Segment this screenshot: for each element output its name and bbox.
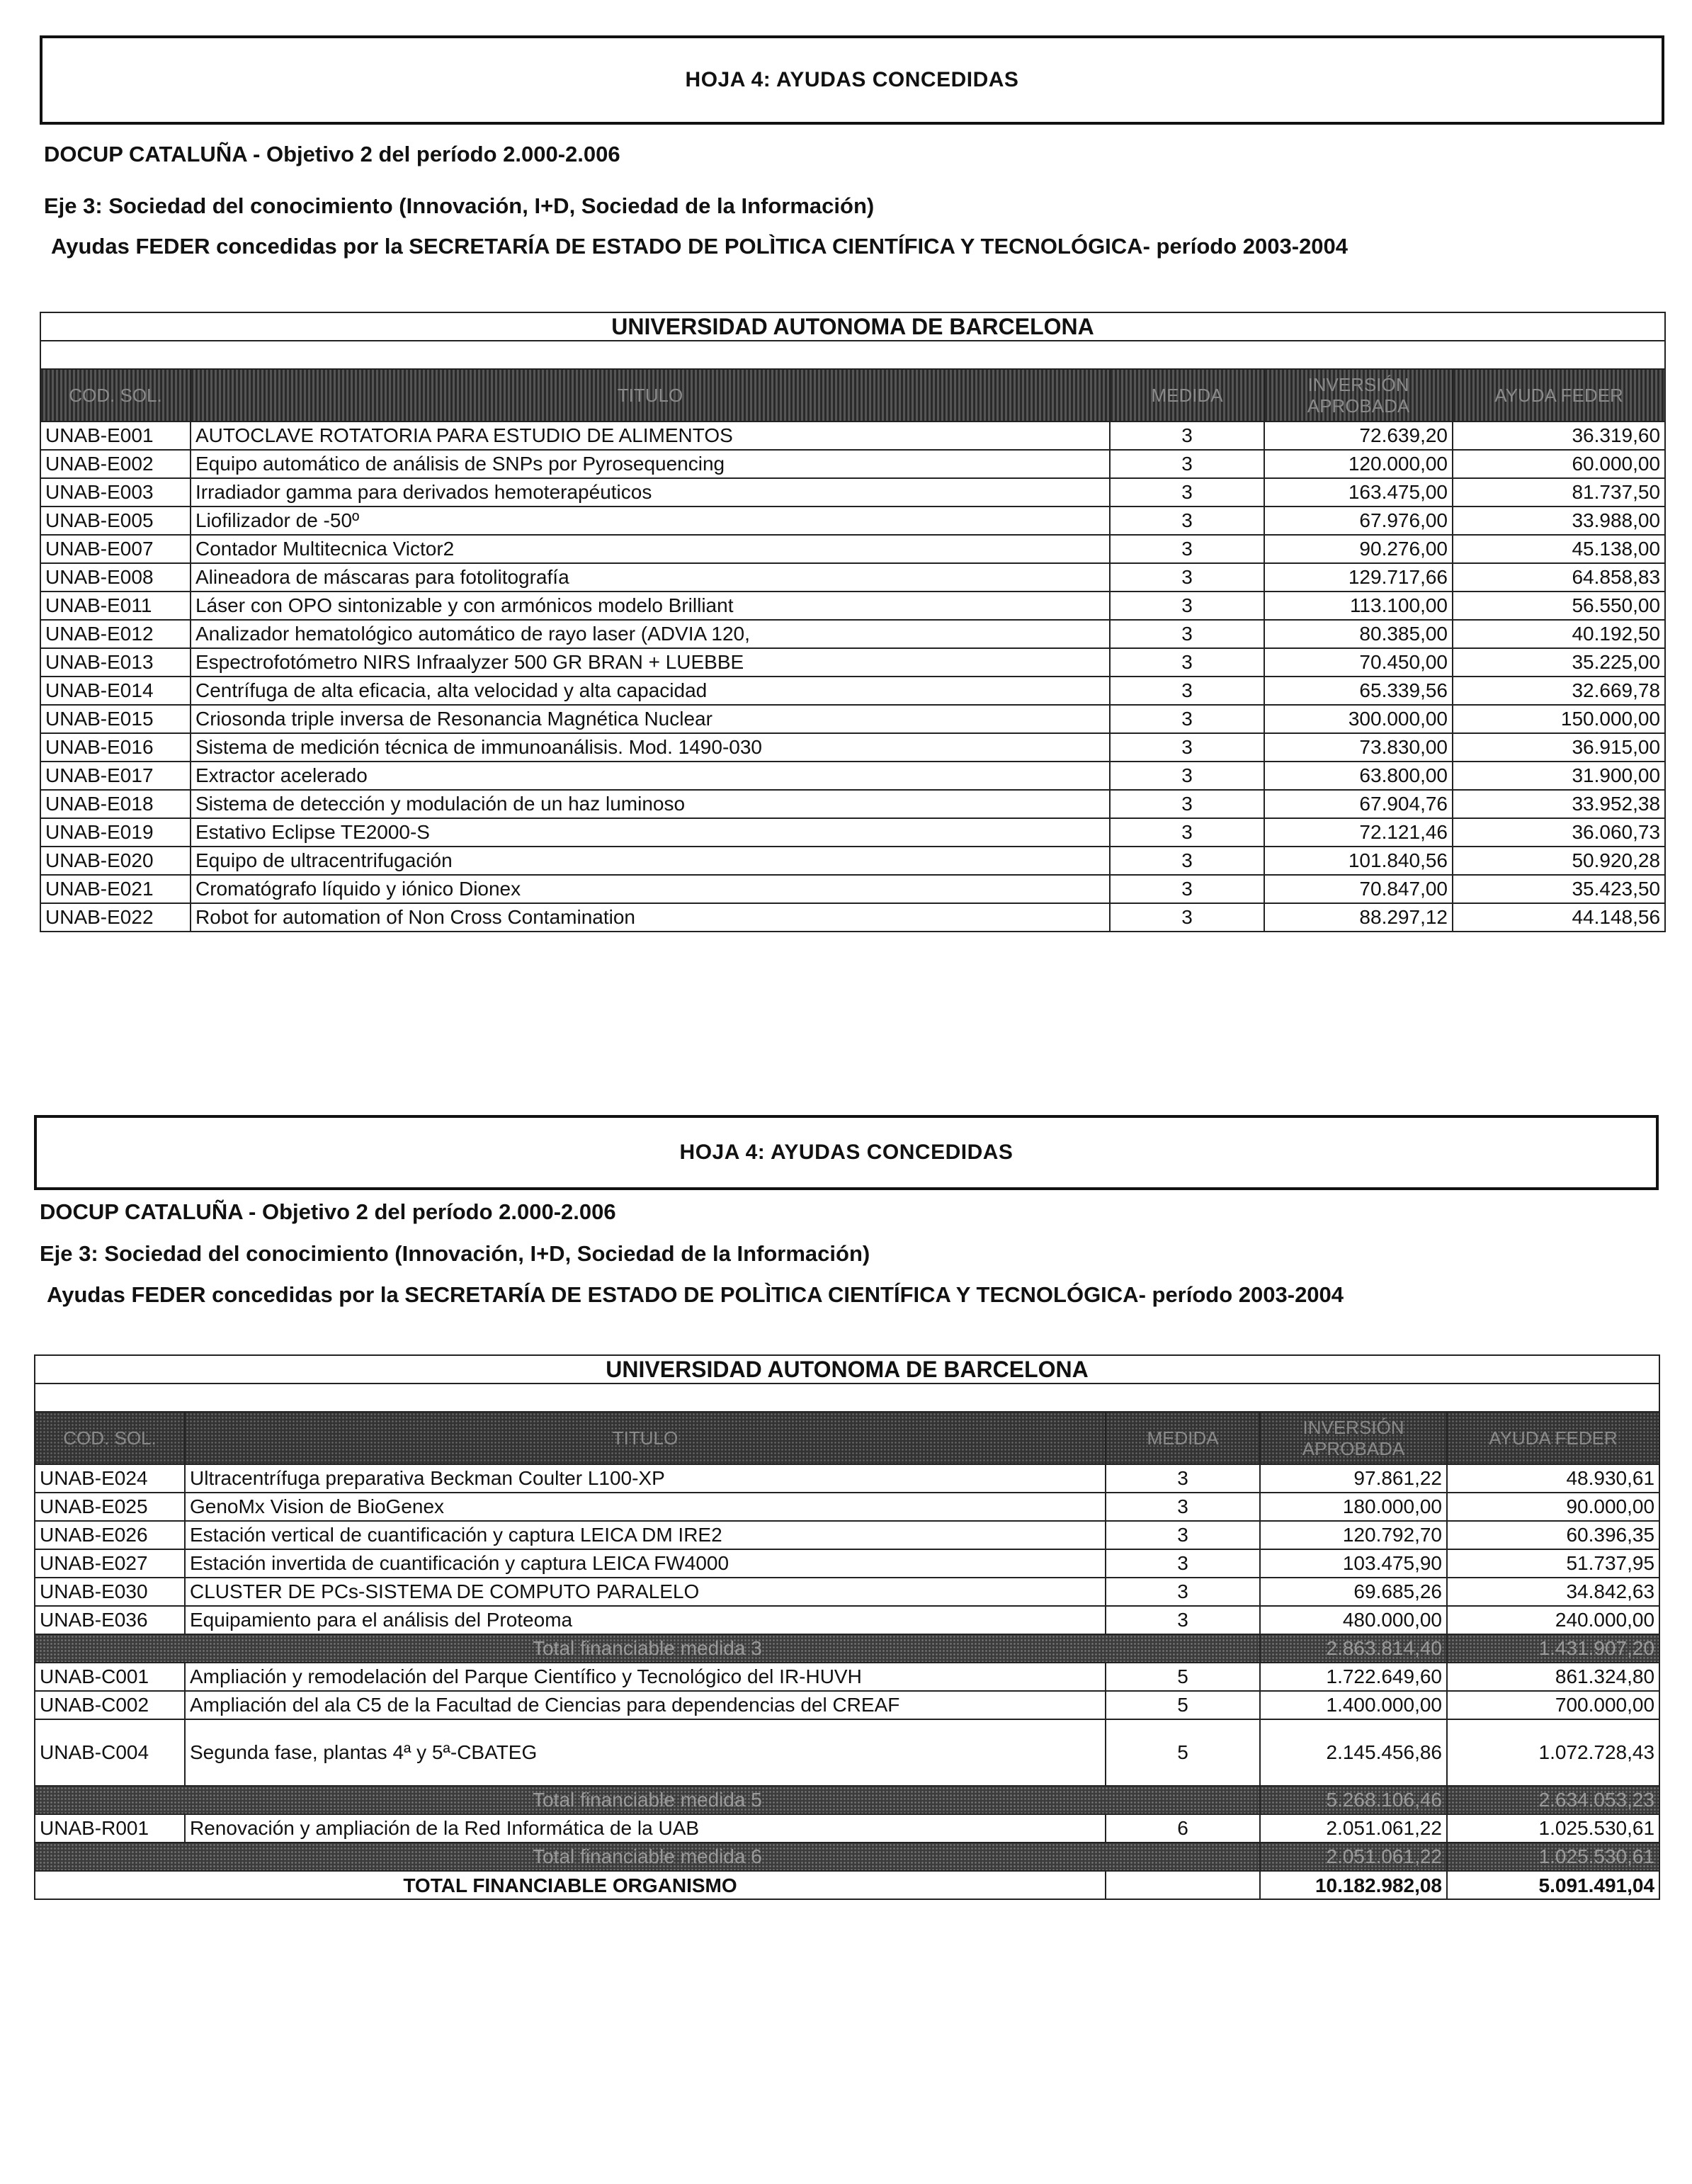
cell-ayuda: 33.952,38 [1453,790,1665,818]
table-row [40,903,1665,932]
cell-inversion: 113.100,00 [1264,592,1453,620]
cell-titulo: Estación vertical de cuantificación y captura LEICA DM IRE2 [185,1521,1106,1549]
subtotal-ayuda: 1.025.530,61 [1447,1843,1659,1871]
cell-ayuda: 33.988,00 [1453,507,1665,535]
cell-inversion: 163.475,00 [1264,478,1453,507]
cell-medida: 3 [1110,705,1264,733]
cell-medida: 3 [1110,592,1264,620]
cell-medida: 3 [1106,1606,1260,1634]
cell-inversion: 300.000,00 [1264,705,1453,733]
cell-cod: UNAB-E021 [40,875,191,903]
cell-medida: 3 [1110,478,1264,507]
col-header-ayuda: AYUDA FEDER [1453,369,1665,421]
cell-titulo: Cromatógrafo líquido y iónico Dionex [191,875,1110,903]
cell-titulo: Contador Multitecnica Victor2 [191,535,1110,563]
cell-cod: UNAB-E003 [40,478,191,507]
cell-cod: UNAB-C004 [35,1719,185,1786]
header-line-eje-2: Eje 3: Sociedad del conocimiento (Innovación, I+D, Sociedad de la Información) [40,1241,870,1266]
table-row [40,847,1665,875]
cell-cod: UNAB-E027 [35,1549,185,1578]
cell-ayuda: 32.669,78 [1453,677,1665,705]
cell-medida: 3 [1110,847,1264,875]
table-row [40,592,1665,620]
cell-titulo: AUTOCLAVE ROTATORIA PARA ESTUDIO DE ALIMENTOS [191,421,1110,450]
table-row [35,1691,1659,1719]
cell-inversion: 129.717,66 [1264,563,1453,592]
table-row [40,620,1665,648]
cell-medida: 3 [1110,677,1264,705]
cell-ayuda: 60.396,35 [1447,1521,1659,1549]
cell-inversion: 69.685,26 [1260,1578,1447,1606]
sheet-title: HOJA 4: AYUDAS CONCEDIDAS [685,68,1019,91]
sheet-title-box-1 [40,35,1664,125]
table-row [40,705,1665,733]
cell-ayuda: 31.900,00 [1453,762,1665,790]
cell-titulo: Analizador hematológico automático de rayo laser (ADVIA 120, [191,620,1110,648]
subtotal-ayuda: 1.431.907,20 [1447,1634,1659,1663]
cell-medida: 3 [1106,1521,1260,1549]
col-header-inversion: INVERSIÓN APROBADA [1264,369,1453,421]
cell-ayuda: 34.842,63 [1447,1578,1659,1606]
cell-ayuda: 50.920,28 [1453,847,1665,875]
cell-ayuda: 90.000,00 [1447,1493,1659,1521]
cell-inversion: 65.339,56 [1264,677,1453,705]
cell-cod: UNAB-E008 [40,563,191,592]
subtotal-label: Total financiable medida 5 [35,1786,1260,1814]
table-row [35,1578,1659,1606]
sheet-title: HOJA 4: AYUDAS CONCEDIDAS [679,1141,1014,1164]
header-line-ayudas-1: Ayudas FEDER concedidas por la SECRETARÍA DE ESTADO DE POLÌTICA CIENTÍFICA Y TECNOLÓGICA- período 2003-2004 [51,234,1349,259]
table-row [40,563,1665,592]
cell-ayuda: 44.148,56 [1453,903,1665,932]
cell-titulo: Alineadora de máscaras para fotolitografía [191,563,1110,592]
cell-cod: UNAB-E013 [40,648,191,677]
cell-cod: UNAB-E030 [35,1578,185,1606]
cell-cod: UNAB-C002 [35,1691,185,1719]
cell-inversion: 72.639,20 [1264,421,1453,450]
cell-ayuda: 150.000,00 [1453,705,1665,733]
blank-row [35,1384,1659,1412]
sheet-title-box-2 [34,1115,1659,1190]
table-row [40,648,1665,677]
cell-medida: 3 [1110,875,1264,903]
cell-medida: 3 [1110,507,1264,535]
cell-cod: UNAB-R001 [35,1814,185,1843]
cell-cod: UNAB-E002 [40,450,191,478]
cell-inversion: 2.051.061,22 [1260,1814,1447,1843]
cell-titulo: Estación invertida de cuantificación y captura LEICA FW4000 [185,1549,1106,1578]
cell-ayuda: 36.060,73 [1453,818,1665,847]
cell-medida: 6 [1106,1814,1260,1843]
table-row [40,421,1665,450]
cell-inversion: 1.400.000,00 [1260,1691,1447,1719]
cell-ayuda: 60.000,00 [1453,450,1665,478]
subtotal-label: Total financiable medida 6 [35,1843,1260,1871]
header-line-ayudas-2: Ayudas FEDER concedidas por la SECRETARÍA DE ESTADO DE POLÌTICA CIENTÍFICA Y TECNOLÓGICA- período 2003-2004 [47,1282,1344,1307]
cell-ayuda: 700.000,00 [1447,1691,1659,1719]
cell-titulo: Ultracentrífuga preparativa Beckman Coulter L100-XP [185,1464,1106,1493]
cell-titulo: GenoMx Vision de BioGenex [185,1493,1106,1521]
cell-cod: UNAB-C001 [35,1663,185,1691]
grand-total-empty [1106,1871,1260,1899]
cell-titulo: Estativo Eclipse TE2000-S [191,818,1110,847]
table-row [40,507,1665,535]
cell-medida: 5 [1106,1719,1260,1786]
cell-ayuda: 51.737,95 [1447,1549,1659,1578]
cell-inversion: 72.121,46 [1264,818,1453,847]
header-line-eje-1: Eje 3: Sociedad del conocimiento (Innovación, I+D, Sociedad de la Información) [44,193,875,218]
cell-medida: 3 [1106,1464,1260,1493]
cell-medida: 3 [1110,450,1264,478]
header-line-docup-1: DOCUP CATALUÑA - Objetivo 2 del período 2.000-2.006 [44,142,620,166]
table-row [40,478,1665,507]
cell-cod: UNAB-E017 [40,762,191,790]
table-row [35,1549,1659,1578]
cell-cod: UNAB-E011 [40,592,191,620]
cell-cod: UNAB-E005 [40,507,191,535]
unit-title: UNIVERSIDAD AUTONOMA DE BARCELONA [35,1355,1659,1384]
cell-titulo: Sistema de detección y modulación de un haz luminoso [191,790,1110,818]
table-row [35,1606,1659,1634]
table-row [40,762,1665,790]
cell-ayuda: 240.000,00 [1447,1606,1659,1634]
col-header-titulo: TITULO [191,369,1110,421]
grand-total-label: TOTAL FINANCIABLE ORGANISMO [35,1871,1106,1899]
cell-medida: 3 [1110,733,1264,762]
unit-title: UNIVERSIDAD AUTONOMA DE BARCELONA [40,312,1665,341]
cell-ayuda: 35.225,00 [1453,648,1665,677]
cell-cod: UNAB-E025 [35,1493,185,1521]
cell-inversion: 67.904,76 [1264,790,1453,818]
cell-cod: UNAB-E015 [40,705,191,733]
cell-cod: UNAB-E001 [40,421,191,450]
cell-medida: 3 [1110,903,1264,932]
table-header-row [35,1412,1659,1464]
cell-inversion: 67.976,00 [1264,507,1453,535]
table-row [40,733,1665,762]
cell-ayuda: 36.319,60 [1453,421,1665,450]
col-header-medida: MEDIDA [1110,369,1264,421]
table-row [35,1493,1659,1521]
cell-inversion: 70.450,00 [1264,648,1453,677]
cell-ayuda: 36.915,00 [1453,733,1665,762]
cell-titulo: Criosonda triple inversa de Resonancia Magnética Nuclear [191,705,1110,733]
table-row [40,535,1665,563]
cell-medida: 3 [1110,790,1264,818]
cell-titulo: Liofilizador de -50º [191,507,1110,535]
cell-titulo: Espectrofotómetro NIRS Infraalyzer 500 GR BRAN + LUEBBE [191,648,1110,677]
cell-medida: 3 [1106,1549,1260,1578]
cell-inversion: 120.792,70 [1260,1521,1447,1549]
cell-inversion: 2.145.456,86 [1260,1719,1447,1786]
cell-inversion: 88.297,12 [1264,903,1453,932]
grants-table-1 [40,312,1666,932]
cell-inversion: 480.000,00 [1260,1606,1447,1634]
cell-inversion: 103.475,90 [1260,1549,1447,1578]
cell-medida: 3 [1110,818,1264,847]
cell-inversion: 63.800,00 [1264,762,1453,790]
cell-medida: 3 [1110,535,1264,563]
cell-titulo: Centrífuga de alta eficacia, alta velocidad y alta capacidad [191,677,1110,705]
cell-cod: UNAB-E016 [40,733,191,762]
cell-inversion: 101.840,56 [1264,847,1453,875]
cell-cod: UNAB-E019 [40,818,191,847]
table-row [40,875,1665,903]
cell-medida: 3 [1106,1493,1260,1521]
cell-ayuda: 45.138,00 [1453,535,1665,563]
cell-inversion: 73.830,00 [1264,733,1453,762]
subtotal-inversion: 2.051.061,22 [1260,1843,1447,1871]
cell-medida: 5 [1106,1663,1260,1691]
header-line-docup-2: DOCUP CATALUÑA - Objetivo 2 del período 2.000-2.006 [40,1199,616,1224]
table-row [40,790,1665,818]
cell-titulo: Irradiador gamma para derivados hemoterapéuticos [191,478,1110,507]
cell-ayuda: 1.025.530,61 [1447,1814,1659,1843]
table-row [40,450,1665,478]
subtotal-ayuda: 2.634.053,23 [1447,1786,1659,1814]
cell-cod: UNAB-E022 [40,903,191,932]
col-header-titulo: TITULO [185,1412,1106,1464]
col-header-ayuda: AYUDA FEDER [1447,1412,1659,1464]
subtotal-inversion: 2.863.814,40 [1260,1634,1447,1663]
cell-inversion: 180.000,00 [1260,1493,1447,1521]
table-row [40,818,1665,847]
cell-cod: UNAB-E020 [40,847,191,875]
table-row [35,1814,1659,1843]
grand-total-inversion: 10.182.982,08 [1260,1871,1447,1899]
cell-medida: 3 [1110,421,1264,450]
cell-medida: 3 [1110,648,1264,677]
table-row [35,1464,1659,1493]
cell-titulo: Equipo de ultracentrifugación [191,847,1110,875]
cell-medida: 3 [1110,762,1264,790]
cell-titulo: Sistema de medición técnica de immunoanálisis. Mod. 1490-030 [191,733,1110,762]
cell-ayuda: 40.192,50 [1453,620,1665,648]
subtotal-row-medida-6 [35,1843,1659,1871]
cell-ayuda: 81.737,50 [1453,478,1665,507]
cell-medida: 3 [1110,620,1264,648]
cell-titulo: Equipo automático de análisis de SNPs por Pyrosequencing [191,450,1110,478]
cell-inversion: 90.276,00 [1264,535,1453,563]
grants-table-2 [34,1354,1660,1900]
col-header-inversion: INVERSIÓN APROBADA [1260,1412,1447,1464]
cell-medida: 5 [1106,1691,1260,1719]
cell-medida: 3 [1106,1578,1260,1606]
cell-titulo: Ampliación del ala C5 de la Facultad de Ciencias para dependencias del CREAF [185,1691,1106,1719]
cell-inversion: 1.722.649,60 [1260,1663,1447,1691]
table-row [35,1663,1659,1691]
col-header-cod: COD. SOL. [40,369,191,421]
subtotal-row-medida-5 [35,1786,1659,1814]
cell-ayuda: 48.930,61 [1447,1464,1659,1493]
cell-medida: 3 [1110,563,1264,592]
cell-titulo: CLUSTER DE PCs-SISTEMA DE COMPUTO PARALELO [185,1578,1106,1606]
cell-cod: UNAB-E026 [35,1521,185,1549]
cell-inversion: 120.000,00 [1264,450,1453,478]
col-header-cod: COD. SOL. [35,1412,185,1464]
grand-total-ayuda: 5.091.491,04 [1447,1871,1659,1899]
cell-ayuda: 64.858,83 [1453,563,1665,592]
cell-cod: UNAB-E024 [35,1464,185,1493]
table-header-row [40,369,1665,421]
cell-titulo: Ampliación y remodelación del Parque Científico y Tecnológico del IR-HUVH [185,1663,1106,1691]
cell-cod: UNAB-E018 [40,790,191,818]
cell-cod: UNAB-E007 [40,535,191,563]
cell-titulo: Láser con OPO sintonizable y con armónicos modelo Brilliant [191,592,1110,620]
cell-ayuda: 56.550,00 [1453,592,1665,620]
cell-titulo: Robot for automation of Non Cross Contamination [191,903,1110,932]
table-row [40,677,1665,705]
cell-titulo: Equipamiento para el análisis del Proteoma [185,1606,1106,1634]
subtotal-inversion: 5.268.106,46 [1260,1786,1447,1814]
blank-row [40,341,1665,369]
cell-inversion: 70.847,00 [1264,875,1453,903]
cell-cod: UNAB-E012 [40,620,191,648]
cell-ayuda: 861.324,80 [1447,1663,1659,1691]
cell-cod: UNAB-E036 [35,1606,185,1634]
cell-cod: UNAB-E014 [40,677,191,705]
cell-titulo: Renovación y ampliación de la Red Informática de la UAB [185,1814,1106,1843]
cell-inversion: 97.861,22 [1260,1464,1447,1493]
table-row [35,1521,1659,1549]
cell-titulo: Extractor acelerado [191,762,1110,790]
cell-inversion: 80.385,00 [1264,620,1453,648]
subtotal-label: Total financiable medida 3 [35,1634,1260,1663]
cell-ayuda: 35.423,50 [1453,875,1665,903]
grand-total-row [35,1871,1659,1899]
table-row [35,1719,1659,1786]
col-header-medida: MEDIDA [1106,1412,1260,1464]
subtotal-row-medida-3 [35,1634,1659,1663]
cell-titulo: Segunda fase, plantas 4ª y 5ª-CBATEG [185,1719,1106,1786]
cell-ayuda: 1.072.728,43 [1447,1719,1659,1786]
